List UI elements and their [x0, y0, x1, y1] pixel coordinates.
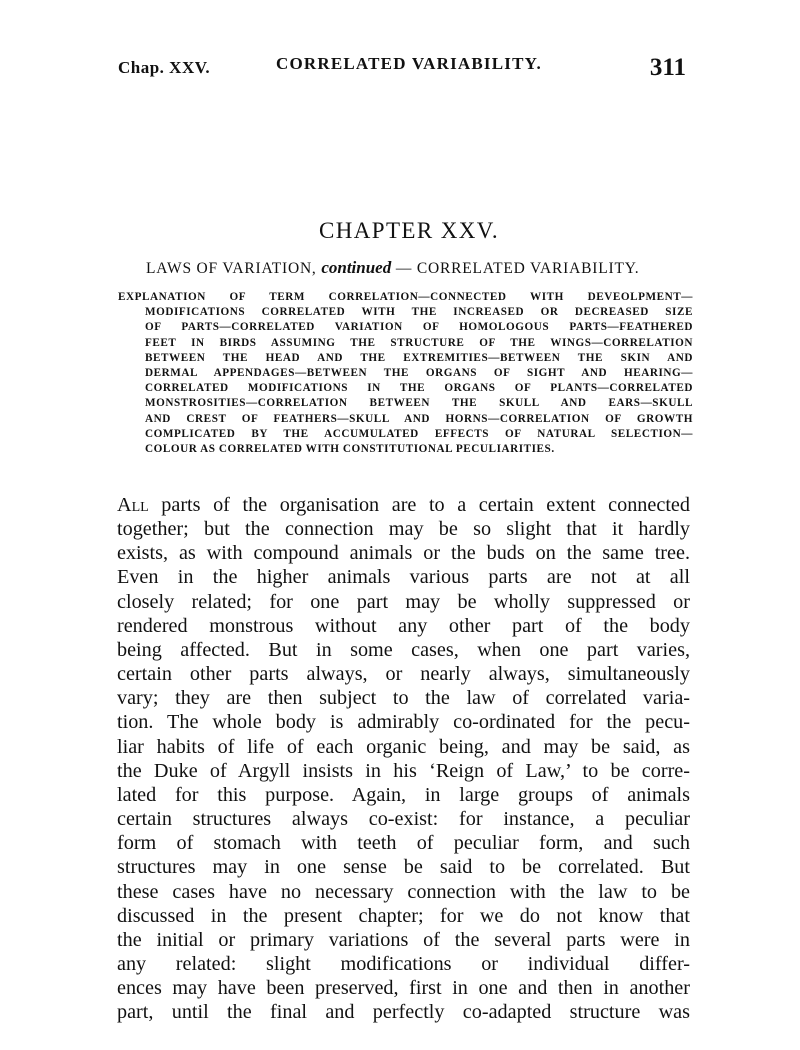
body-line: vary; they are then subject to the law of correlated varia-	[117, 687, 690, 710]
summary-line: BETWEEN THE HEAD AND THE EXTREMITIES—BETWEEN THE SKIN AND	[145, 351, 693, 364]
body-line: certain other parts always, or nearly always, simultaneously	[117, 663, 690, 686]
body-line: closely related; for one part may be wholly suppressed or	[117, 590, 690, 613]
body-paragraph	[117, 493, 690, 1024]
page-number: 311	[649, 54, 686, 81]
body-line: certain structures always co-exist: for instance, a peculiar	[117, 808, 690, 831]
summary-line: AND CREST OF FEATHERS—SKULL AND HORNS—CORRELATION OF GROWTH	[145, 412, 693, 425]
body-line: part, until the final and perfectly co-adapted structure was	[117, 1001, 690, 1024]
body-first-word: All	[117, 494, 149, 516]
running-head-chapter: Chap. XXV.	[118, 58, 211, 77]
chapter-subtitle-prefix: LAWS OF VARIATION,	[146, 260, 317, 277]
body-line: together; but the connection may be so slight that it hardly	[117, 518, 690, 541]
summary-line: MODIFICATIONS CORRELATED WITH THE INCREASED OR DECREASED SIZE	[145, 306, 693, 319]
body-line: lated for this purpose. Again, in large groups of animals	[117, 783, 690, 806]
chapter-subtitle	[146, 258, 686, 278]
body-line: form of stomach with teeth of peculiar form, and such	[117, 832, 690, 855]
body-line: any related: slight modifications or individual differ-	[117, 952, 690, 975]
body-line: rendered monstrous without any other part of the body	[117, 614, 690, 637]
chapter-title: CHAPTER XXV.	[319, 218, 499, 243]
body-line: these cases have no necessary connection with the law to be	[117, 880, 690, 903]
running-head	[118, 52, 686, 82]
summary-line: OF PARTS—CORRELATED VARIATION OF HOMOLOGOUS PARTS—FEATHERED	[145, 321, 693, 334]
body-line: the initial or primary variations of the several parts were in	[117, 928, 690, 951]
body-line: liar habits of life of each organic being, and may be said, as	[117, 735, 690, 758]
summary-line: DERMAL APPENDAGES—BETWEEN THE ORGANS OF SIGHT AND HEARING—	[145, 367, 693, 380]
body-line: the Duke of Argyll insists in his ‘Reign of Law,’ to be corre-	[117, 759, 690, 782]
body-line: structures may in one sense be said to be correlated. But	[117, 856, 690, 879]
summary-line: COLOUR AS CORRELATED WITH CONSTITUTIONAL PECULIARITIES.	[145, 443, 555, 456]
body-line: exists, as with compound animals or the buds on the same tree.	[117, 542, 690, 565]
body-line: Even in the higher animals various parts are not at all	[117, 566, 690, 589]
chapter-summary	[118, 290, 693, 457]
body-line	[117, 493, 690, 517]
body-line: tion. The whole body is admirably co-ordinated for the pecu-	[117, 711, 690, 734]
body-line: discussed in the present chapter; for we do not know that	[117, 904, 690, 927]
body-line: ences may have been preserved, first in one and then in another	[117, 977, 690, 1000]
summary-line: EXPLANATION OF TERM CORRELATION—CONNECTED WITH DEVEOLPMENT—	[118, 291, 693, 303]
summary-line: MONSTROSITIES—CORRELATION BETWEEN THE SKULL AND EARS—SKULL	[145, 397, 693, 410]
body-line: being affected. But in some cases, when one part varies,	[117, 638, 690, 661]
summary-line: FEET IN BIRDS ASSUMING THE STRUCTURE OF THE WINGS—CORRELATION	[145, 336, 693, 349]
summary-line: CORRELATED MODIFICATIONS IN THE ORGANS OF PLANTS—CORRELATED	[145, 382, 693, 395]
chapter-subtitle-suffix: — CORRELATED VARIABILITY.	[395, 260, 640, 277]
running-head-title: CORRELATED VARIABILITY.	[276, 54, 542, 73]
chapter-subtitle-italic: continued	[321, 258, 392, 277]
body-first-line-rest: parts of the organisation are to a certain extent connected	[148, 494, 690, 516]
summary-line: COMPLICATED BY THE ACCUMULATED EFFECTS OF NATURAL SELECTION—	[145, 427, 693, 440]
